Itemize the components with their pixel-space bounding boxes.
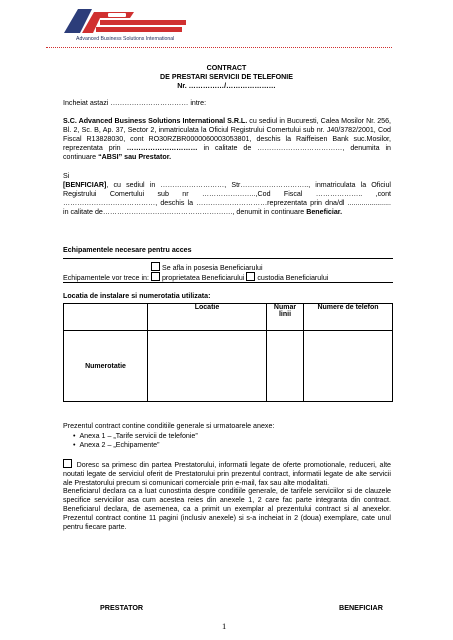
party-prestator [63, 117, 391, 162]
header-numere-telefon: Numere de telefon [304, 304, 393, 331]
logo-subtitle: Advanced Business Solutions International [76, 36, 175, 42]
si-line: Si [63, 172, 70, 180]
checkbox-proprietate[interactable] [151, 272, 160, 281]
intro-line: Incheiat astazi …………………………… intre: [63, 99, 207, 107]
beneficiar-alias: Beneficiar. [306, 208, 343, 217]
option-posesie-label: Se afla in posesia Beneficiarului [162, 264, 263, 272]
annexes-intro: Prezentul contract contine conditiile generale si urmatoarele anexe: [63, 422, 275, 430]
header-numar-linii: Numar linii [267, 304, 304, 331]
prestator-details-2: in calitate de ………………………………, denumita in continuare [63, 144, 391, 162]
prestator-name: S.C. Advanced Business Solutions International S.R.L. [63, 117, 248, 125]
locatie-cell[interactable] [148, 331, 267, 402]
prestator-rep-dots: ………………………… [126, 144, 198, 153]
numere-telefon-cell[interactable] [304, 331, 393, 402]
location-table [63, 303, 393, 402]
prestator-alias: “ABSI” sau Prestator. [98, 153, 172, 162]
page-number: 1 [222, 621, 227, 631]
signature-prestator: PRESTATOR [100, 603, 144, 612]
bullet-icon: • [73, 432, 76, 440]
equipment-heading: Echipamentele necesare pentru acces [63, 246, 192, 254]
consent-paragraph [63, 459, 391, 488]
option-custodie-label: custodia Beneficiarului [257, 274, 329, 282]
option-proprietate-label: proprietatea Beneficiarului [161, 274, 245, 282]
contract-title: CONTRACT [206, 64, 247, 72]
prestator-details: cu sediul in Bucuresti, Calea Mosilor Nr. 256, Bl. 2, Sc. B, Ap. 37, Sector 2, inmatriculata la Oficiul Registrului Comertului sub nr. J40/3782/2001, Cod Fiscal R13828030, cont RO30RZBR0000060003053801, deschis la Raiffeisen Bank suc.Mosilor, reprezentata prin [63, 117, 392, 153]
transfer-prefix: Echipamentele vor trece in: [63, 274, 149, 282]
contract-subtitle: DE PRESTARI SERVICII DE TELEFONIE [160, 73, 293, 81]
numerotatie-label: Numerotatie [64, 331, 148, 402]
party-beneficiar [63, 181, 391, 217]
annex-2-label: Anexa 2 – „Echipamente” [79, 441, 160, 449]
checkbox-posesie[interactable] [151, 262, 160, 271]
consent-text: Doresc sa primesc din partea Prestatorului, informatii legate de oferte promotionale, reduceri, alte noutati legate de serviciul oferit de Prestatorului prin prezentul contract, informatii legate de alte servicii ale Prestatorului precum si comunicari comerciale prin e-mail, fax sau alte modalitati. [63, 461, 391, 488]
header-locatie: Locatie [148, 304, 267, 331]
contract-number: Nr. ……………/………………… [177, 82, 276, 90]
equipment-top-rule [63, 258, 393, 259]
declaration-paragraph: Beneficiarul declara ca a luat cunostinta despre conditiile generale, de tarifele serviciilor si de clauzele specifice serviciilor asa cum acestea reies din anexele 1, 2 care fac parte integranta din contract. Beneficiarul declara, de asemenea, ca a primit un exemplar al prezentului contract si al anexelor. Prezentul contract contine 11 pagini (inclusiv anexele) si s-a incheiat in 2 (doua) exemplare, cate unul pentru fiecare parte. [63, 487, 391, 532]
annex-item-2 [73, 441, 160, 450]
header-divider [46, 47, 392, 48]
numar-linii-cell[interactable] [267, 331, 304, 402]
company-logo [60, 6, 190, 36]
checkbox-consent[interactable] [63, 459, 72, 468]
blank-header-cell [64, 304, 148, 331]
beneficiar-details: , cu sediul in ………………………, Str……………………….., inmatriculata la Oficiul Registrului Comertului sub nr …………………..,Cod Fiscal ……………….. ,cont …………………………………, deschis la …………………………reprezentata prin dna/dl ...................... in calitate de………………………………………………., denumit in continuare [63, 181, 391, 217]
bullet-icon: • [73, 441, 76, 449]
annex-1-label: Anexa 1 – „Tarife servicii de telefonie” [79, 432, 198, 440]
equipment-bottom-rule [63, 282, 393, 283]
checkbox-custodie[interactable] [246, 272, 255, 281]
location-heading: Locatia de instalare si numerotatia utilizata: [63, 292, 211, 300]
signature-beneficiar: BENEFICIAR [339, 603, 383, 612]
annex-item-1 [73, 432, 198, 441]
beneficiar-name: [BENFICIAR] [63, 181, 107, 189]
